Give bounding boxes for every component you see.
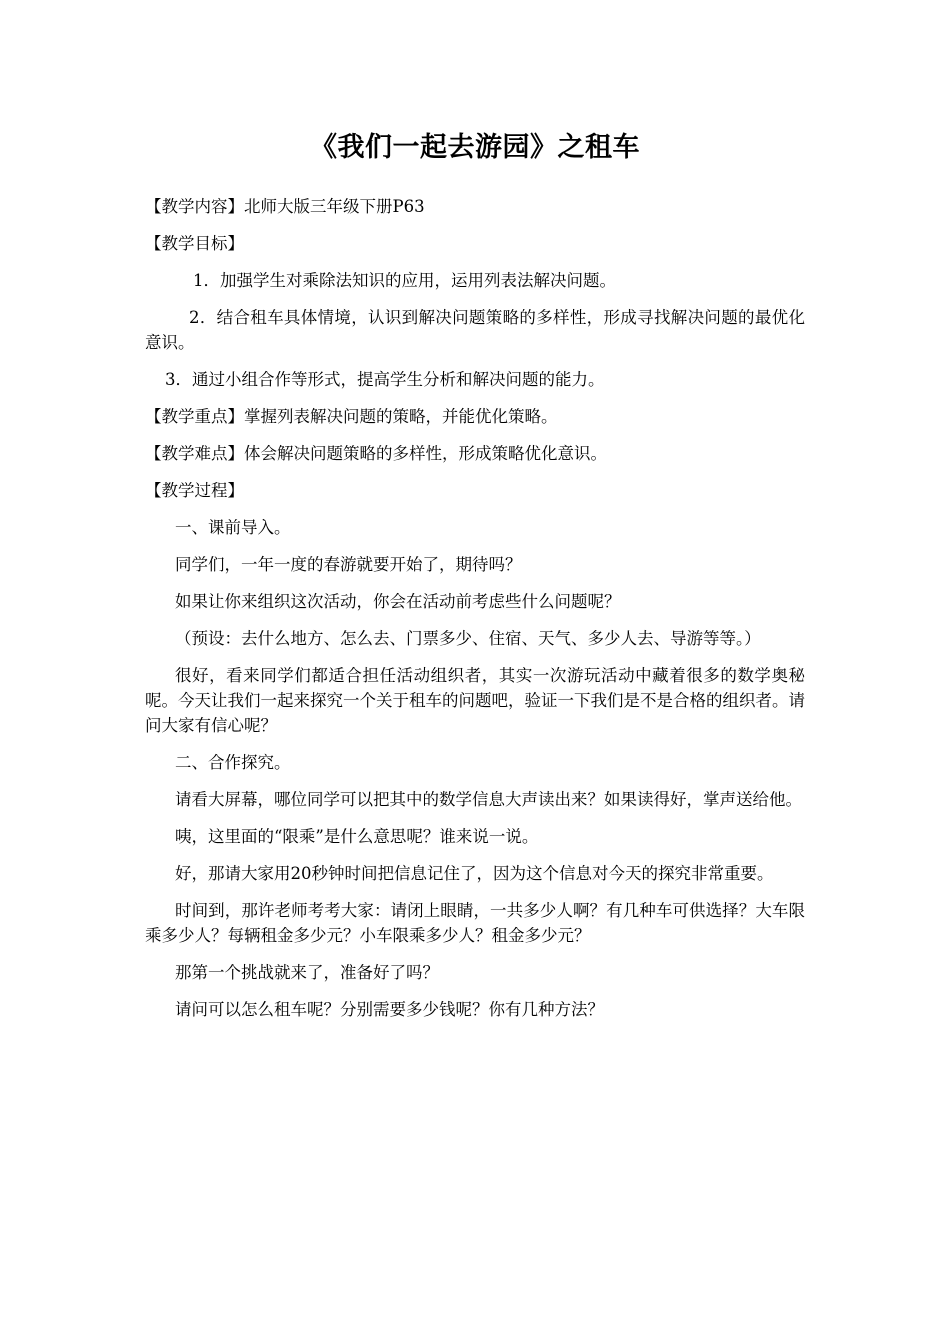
document-title: 《我们一起去游园》之租车 xyxy=(310,132,640,163)
paragraph: 咦，这里面的“限乘”是什么意思呢？谁来说一说。 xyxy=(175,827,539,846)
paragraph: 好，那请大家用20秒钟时间把信息记住了，因为这个信息对今天的探究非常重要。 xyxy=(175,864,774,883)
paragraph: 请看大屏幕，哪位同学可以把其中的数学信息大声读出来？如果读得好，掌声送给他。 xyxy=(175,790,802,809)
paragraph: 2．结合租车具体情境，认识到解决问题策略的多样性，形成寻找解决问题的最优化意识。 xyxy=(145,308,805,352)
paragraph: 【教学内容】北师大版三年级下册P63 xyxy=(145,197,425,216)
paragraph: 【教学目标】 xyxy=(145,234,244,253)
paragraph: 那第一个挑战就来了，准备好了吗？ xyxy=(175,963,439,982)
paragraph: 1．加强学生对乘除法知识的应用，运用列表法解决问题。 xyxy=(193,271,616,290)
paragraph: 很好，看来同学们都适合担任活动组织者，其实一次游玩活动中藏着很多的数学奥秘呢。今天让我们一起来探究一个关于租车的问题吧，验证一下我们是不是合格的组织者。请问大家有信心呢？ xyxy=(145,666,805,735)
paragraph: 3．通过小组合作等形式，提高学生分析和解决问题的能力。 xyxy=(165,370,605,389)
paragraph: 时间到，那许老师考考大家：请闭上眼睛，一共多少人啊？有几种车可供选择？大车限乘多少人？每辆租金多少元？小车限乘多少人？租金多少元？ xyxy=(145,901,805,945)
paragraph: 【教学重点】掌握列表解决问题的策略，并能优化策略。 xyxy=(145,407,558,426)
paragraph: 如果让你来组织这次活动，你会在活动前考虑些什么问题呢？ xyxy=(175,592,621,611)
paragraph: 一、课前导入。 xyxy=(175,518,291,537)
paragraph: 【教学过程】 xyxy=(145,481,244,500)
paragraph: 请问可以怎么租车呢？分别需要多少钱呢？你有几种方法？ xyxy=(175,1000,604,1019)
paragraph: （预设：去什么地方、怎么去、门票多少、住宿、天气、多少人去、导游等等。） xyxy=(175,629,761,648)
document-body xyxy=(145,194,805,1022)
document-page xyxy=(145,128,805,1034)
paragraph: 同学们，一年一度的春游就要开始了，期待吗？ xyxy=(175,555,522,574)
paragraph: 【教学难点】体会解决问题策略的多样性，形成策略优化意识。 xyxy=(145,444,607,463)
paragraph: 二、合作探究。 xyxy=(175,753,291,772)
